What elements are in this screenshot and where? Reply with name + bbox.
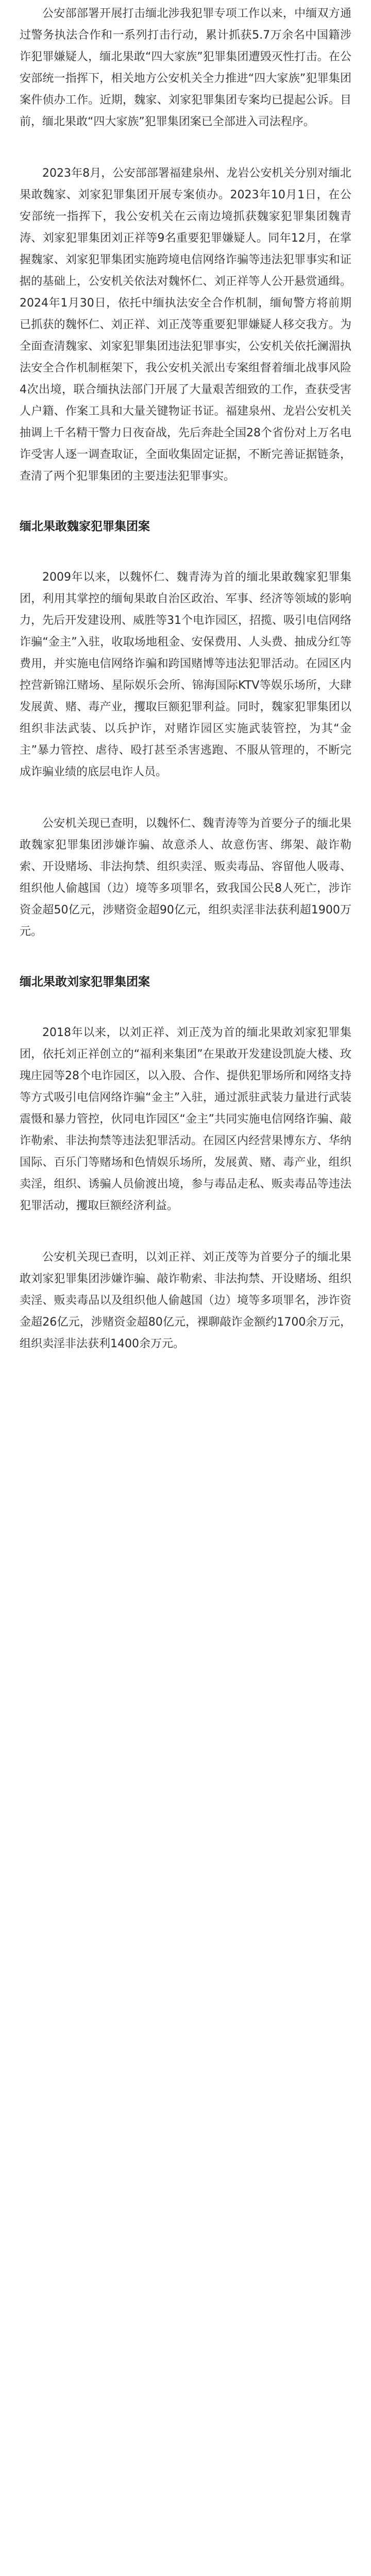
liu-family-background-paragraph: 2018年以来，以刘正祥、刘正茂为首的缅北果敢刘家犯罪集团，依托刘正祥创立的“福利来集团”在果敢开发建设凯旋大楼、玫瑰庄园等28个电诈园区，以入股、合作、提供犯罪场所和网络支持等方式吸引电信网络诈骗“金主”入驻，通过派驻武装力量进行武装震慑和暴力管控，伙同电诈园区“金主”共同实施电信网络诈骗、敲诈勒索、非法拘禁等违法犯罪活动。在园区内经营果博东方、华纳国际、百乐门等赌场和色情娱乐场所，发展黄、赌、毒产业，组织卖淫，组织、诱骗人员偷渡出境，参与毒品走私、贩卖毒品等违法犯罪活动，攫取巨额经济利益。 <box>20 1026 351 1212</box>
wei-family-background-paragraph: 2009年以来，以魏怀仁、魏青涛为首的缅北果敢魏家犯罪集团，利用其掌控的缅甸果敢自治区政治、军事、经济等领域的影响力，先后开发建设刑、威胜等31个电诈园区，招揽、吸引电信网络诈骗“金主”入驻，收取场地租金、安保费用、人头费、抽成分红等费用，并实施电信网络诈骗和跨国赌博等违法犯罪活动。在园区内控营新锦江赌场、星际娱乐会所、锦海国际KTV等娱乐场所，大肆发展黄、赌、毒产业，攫取巨额犯罪利益。同时，魏家犯罪集团以组织非法武装、以兵护诈，对赌诈园区实施武装管控，为其“金主”暴力管控、虐待、殴打甚至杀害逃跑、不服从管理的，不断完成诈骗业绩的底层电诈人员。 <box>20 571 351 778</box>
wei-family-charges-paragraph: 公安机关现已查明，以魏怀仁、魏青涛等为首要分子的缅北果敢魏家犯罪集团涉嫌诈骗、故意杀人、故意伤害、绑架、敲诈勒索、开设赌场、非法拘禁、组织卖淫、贩卖毒品、容留他人吸毒、组织他人偷越国（边）境等多项罪名，致我国公民8人死亡，涉诈资金超50亿元，涉赌资金超90亿元，组织卖淫非法获利超1900万元。 <box>20 817 351 938</box>
liu-family-charges-paragraph: 公安机关现已查明，以刘正祥、刘正茂等为首要分子的缅北果敢刘家犯罪集团涉嫌诈骗、敲诈勒索、非法拘禁、开设赌场、组织卖淫、贩卖毒品以及组织他人偷越国（边）境等多项罪名，涉诈资金超26亿元，涉赌资金超80亿元，裸聊敲诈金额约1700余万元，组织卖淫非法获利1400余万元。 <box>20 1251 351 1350</box>
section-heading-wei-family: 缅北果敢魏家犯罪集团案 <box>20 520 150 533</box>
intro-paragraph: 公安部部署开展打击缅北涉我犯罪专项工作以来，中缅双方通过警务执法合作和一系列打击行动，累计抓获5.7万余名中国籍涉诈犯罪嫌疑人，缅北果敢“四大家族”犯罪集团遭毁灭性打击。在公安部统一指挥下，相关地方公安机关全力推进“四大家族”犯罪集团案件侦办工作。近期，魏家、刘家犯罪集团专案均已提起公诉。目前，缅北果敢“四大家族”犯罪集团案已全部进入司法程序。 <box>20 7 351 128</box>
section-heading-liu-family: 缅北果敢刘家犯罪集团案 <box>20 975 150 989</box>
investigation-paragraph: 2023年8月，公安部部署福建泉州、龙岩公安机关分别对缅北果敢魏家、刘家犯罪集团开展专案侦办。2023年10月1日，在公安部统一指挥下，我公安机关在云南边境抓获魏家犯罪集团魏青涛、刘家犯罪集团刘正祥等9名重要犯罪嫌疑人。同年12月，在掌握魏家、刘家犯罪集团实施跨境电信网络诈骗等违法犯罪事实和证据的基础上，公安机关依法对魏怀仁、刘正祥等人公开悬赏通缉。2024年1月30日，依托中缅执法安全合作机制，缅甸警方将前期已抓获的魏怀仁、刘正祥、刘正茂等重要犯罪嫌疑人移交我方。为全面查清魏家、刘家犯罪集团违法犯罪事实，公安机关依托澜湄执法安全合作机制框架下，我公安机关派出专案组督着缅北战事风险4次出境，联合缅执法部门开展了大量艰苦细致的工作，查获受害人户籍、作案工具和大量关键物证书证。福建泉州、龙岩公安机关抽调上千名精干警力日夜奋战，先后奔赴全国28个省份对上万名电诈受害人逐一调查取证，全面收集固定证据，不断完善证据链条，查清了两个犯罪集团的主要违法犯罪事实。 <box>20 167 351 483</box>
